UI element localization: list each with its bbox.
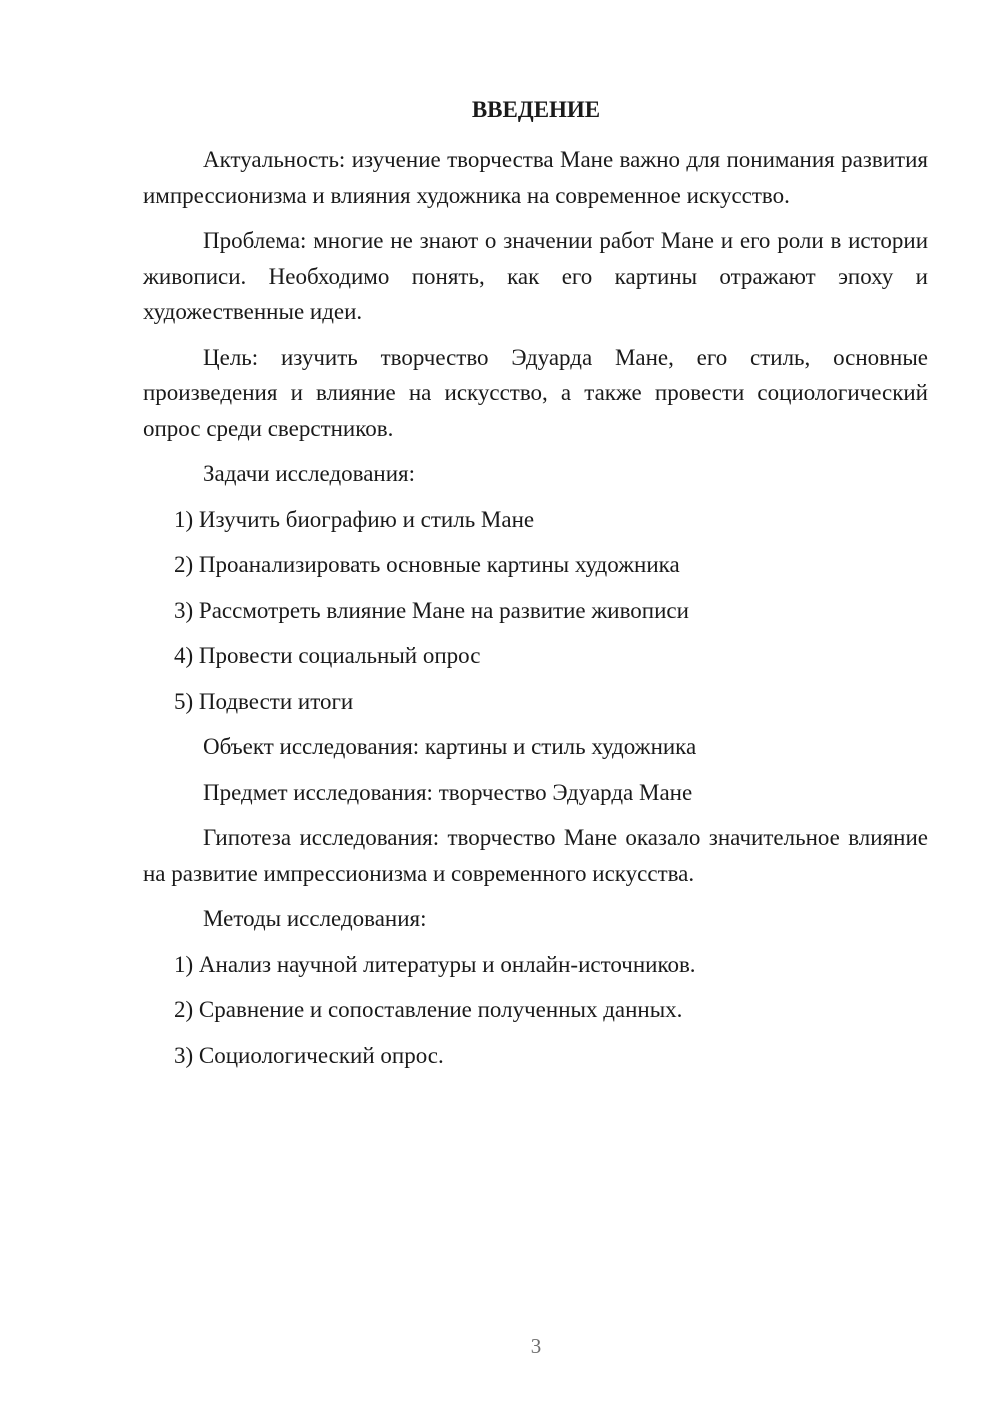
page-title: ВВЕДЕНИЕ [471,97,601,122]
methods-heading: Методы исследования: [203,906,427,931]
method-item: 1) Анализ научной литературы и онлайн-источников. [174,951,696,977]
goal-paragraph: Цель: изучить творчество Эдуарда Мане, его стиль, основные произведения и влияние на искусство, а также провести социологический опрос среди сверстников. [143,344,928,441]
tasks-heading: Задачи исследования: [203,461,416,486]
task-item: 4) Провести социальный опрос [174,643,481,668]
task-item: 1) Изучить биографию и стиль Мане [174,506,535,532]
page-number: 3 [530,1334,542,1358]
method-item: 2) Сравнение и сопоставление полученных данных. [174,997,683,1022]
subject-line: Предмет исследования: творчество Эдуарда Мане [203,779,693,805]
task-item: 3) Рассмотреть влияние Мане на развитие живописи [174,597,689,623]
task-item: 2) Проанализировать основные картины художника [174,552,680,577]
introduction-body [143,142,928,1083]
relevance-paragraph: Актуальность: изучение творчества Мане важно для понимания развития импрессионизма и влияния художника на современное искусство. [143,147,928,208]
method-item: 3) Социологический опрос. [174,1042,444,1068]
problem-paragraph: Проблема: многие не знают о значении работ Мане и его роли в истории живописи. Необходимо понять, как его картины отражают эпоху и художественные идеи. [143,228,928,324]
object-line: Объект исследования: картины и стиль художника [203,734,697,759]
task-item: 5) Подвести итоги [174,688,354,714]
hypothesis-paragraph: Гипотеза исследования: творчество Мане оказало значительное влияние на развитие импрессионизма и современного искусства. [143,825,928,886]
